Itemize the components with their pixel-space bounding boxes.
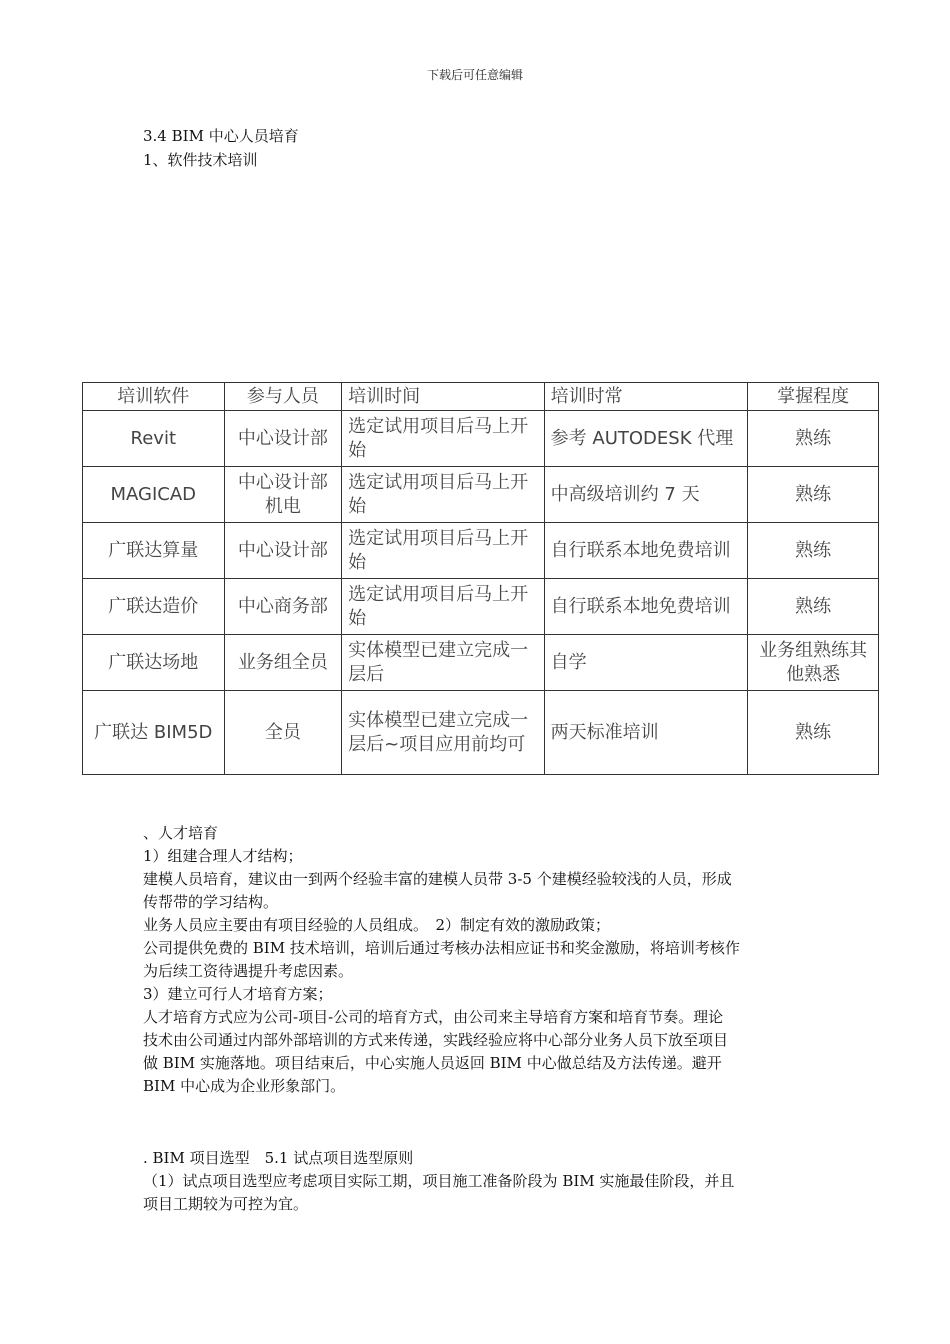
table-cell: 选定试用项目后马上开始 (342, 411, 545, 467)
table-cell: 广联达造价 (83, 579, 225, 635)
paragraph: （1）试点项目选型应考虑项目实际工期，项目施工准备阶段为 BIM 实施最佳阶段，并且 (143, 1172, 735, 1190)
table-cell: 业务组全员 (224, 635, 342, 691)
section-5-title: . BIM 项目选型 5.1 试点项目选型原则 (143, 1149, 414, 1167)
table-cell: MAGICAD (83, 467, 225, 523)
header-cell: 参与人员 (224, 383, 342, 411)
table-cell: 熟练 (748, 691, 879, 775)
table-row (83, 467, 879, 523)
table-row (83, 635, 879, 691)
paragraph: 人才培育方式应为公司-项目-公司的培育方式，由公司来主导培育方案和培育节奏。理论 (143, 1008, 724, 1026)
paragraph: 技术由公司通过内部外部培训的方式来传递，实践经验应将中心部分业务人员下放至项目 (143, 1031, 729, 1049)
table-cell: 熟练 (748, 411, 879, 467)
table-cell: 广联达算量 (83, 523, 225, 579)
table-cell: 业务组熟练其他熟悉 (748, 635, 879, 691)
table-cell: 实体模型已建立完成一层后 (342, 635, 545, 691)
section-title: 3.4 BIM 中心人员培育 (143, 127, 299, 145)
paragraph: BIM 中心成为企业形象部门。 (143, 1077, 346, 1095)
table-cell: Revit (83, 411, 225, 467)
table-cell: 中心设计部机电 (224, 467, 342, 523)
talent-section (143, 822, 808, 1098)
table-row (83, 579, 879, 635)
paragraph: 做 BIM 实施落地。项目结束后，中心实施人员返回 BIM 中心做总结及方法传递。避开 (143, 1054, 722, 1072)
table-cell: 中心设计部 (224, 523, 342, 579)
sub-title: 1、软件技术培训 (143, 151, 258, 169)
page-header: 下载后可任意编辑 (426, 68, 523, 82)
table-cell: 广联达 BIM5D (83, 691, 225, 775)
project-section (143, 1147, 808, 1216)
table-cell: 广联达场地 (83, 635, 225, 691)
header-cell: 掌握程度 (748, 383, 879, 411)
table-row (83, 411, 879, 467)
header-cell: 培训时间 (342, 383, 545, 411)
paragraph: 业务人员应主要由有项目经验的人员组成。 2）制定有效的激励政策； (143, 916, 611, 934)
paragraph: 公司提供免费的 BIM 技术培训，培训后通过考核办法相应证书和奖金激励，将培训考核作 (143, 939, 740, 957)
table-cell: 熟练 (748, 523, 879, 579)
table-header-row (83, 383, 879, 411)
table-cell: 熟练 (748, 579, 879, 635)
table-cell: 选定试用项目后马上开始 (342, 579, 545, 635)
talent-title: 、人才培育 (143, 824, 219, 842)
table-cell: 实体模型已建立完成一层后~项目应用前均可 (342, 691, 545, 775)
table-cell: 中高级培训约 7 天 (544, 467, 748, 523)
table-cell: 自行联系本地免费培训 (544, 523, 748, 579)
table-cell: 选定试用项目后马上开始 (342, 467, 545, 523)
table-cell: 熟练 (748, 467, 879, 523)
table-row (83, 691, 879, 775)
paragraph: 为后续工资待遇提升考虑因素。 (143, 962, 354, 980)
paragraph: 1）组建合理人才结构； (143, 847, 303, 865)
header-cell: 培训软件 (83, 383, 225, 411)
paragraph: 传帮带的学习结构。 (143, 893, 279, 911)
table-cell: 自学 (544, 635, 748, 691)
header-cell: 培训时常 (544, 383, 748, 411)
paragraph: 3）建立可行人才培育方案； (143, 985, 333, 1003)
table-cell: 两天标准培训 (544, 691, 748, 775)
table-cell: 自行联系本地免费培训 (544, 579, 748, 635)
training-table (82, 382, 879, 775)
table-cell: 中心设计部 (224, 411, 342, 467)
table-row (83, 523, 879, 579)
table-cell: 选定试用项目后马上开始 (342, 523, 545, 579)
table-cell: 全员 (224, 691, 342, 775)
table-cell: 中心商务部 (224, 579, 342, 635)
paragraph: 建模人员培育，建议由一到两个经验丰富的建模人员带 3-5 个建模经验较浅的人员，形成 (143, 870, 732, 888)
table-cell: 参考 AUTODESK 代理 (544, 411, 748, 467)
paragraph: 项目工期较为可控为宜。 (143, 1195, 309, 1213)
